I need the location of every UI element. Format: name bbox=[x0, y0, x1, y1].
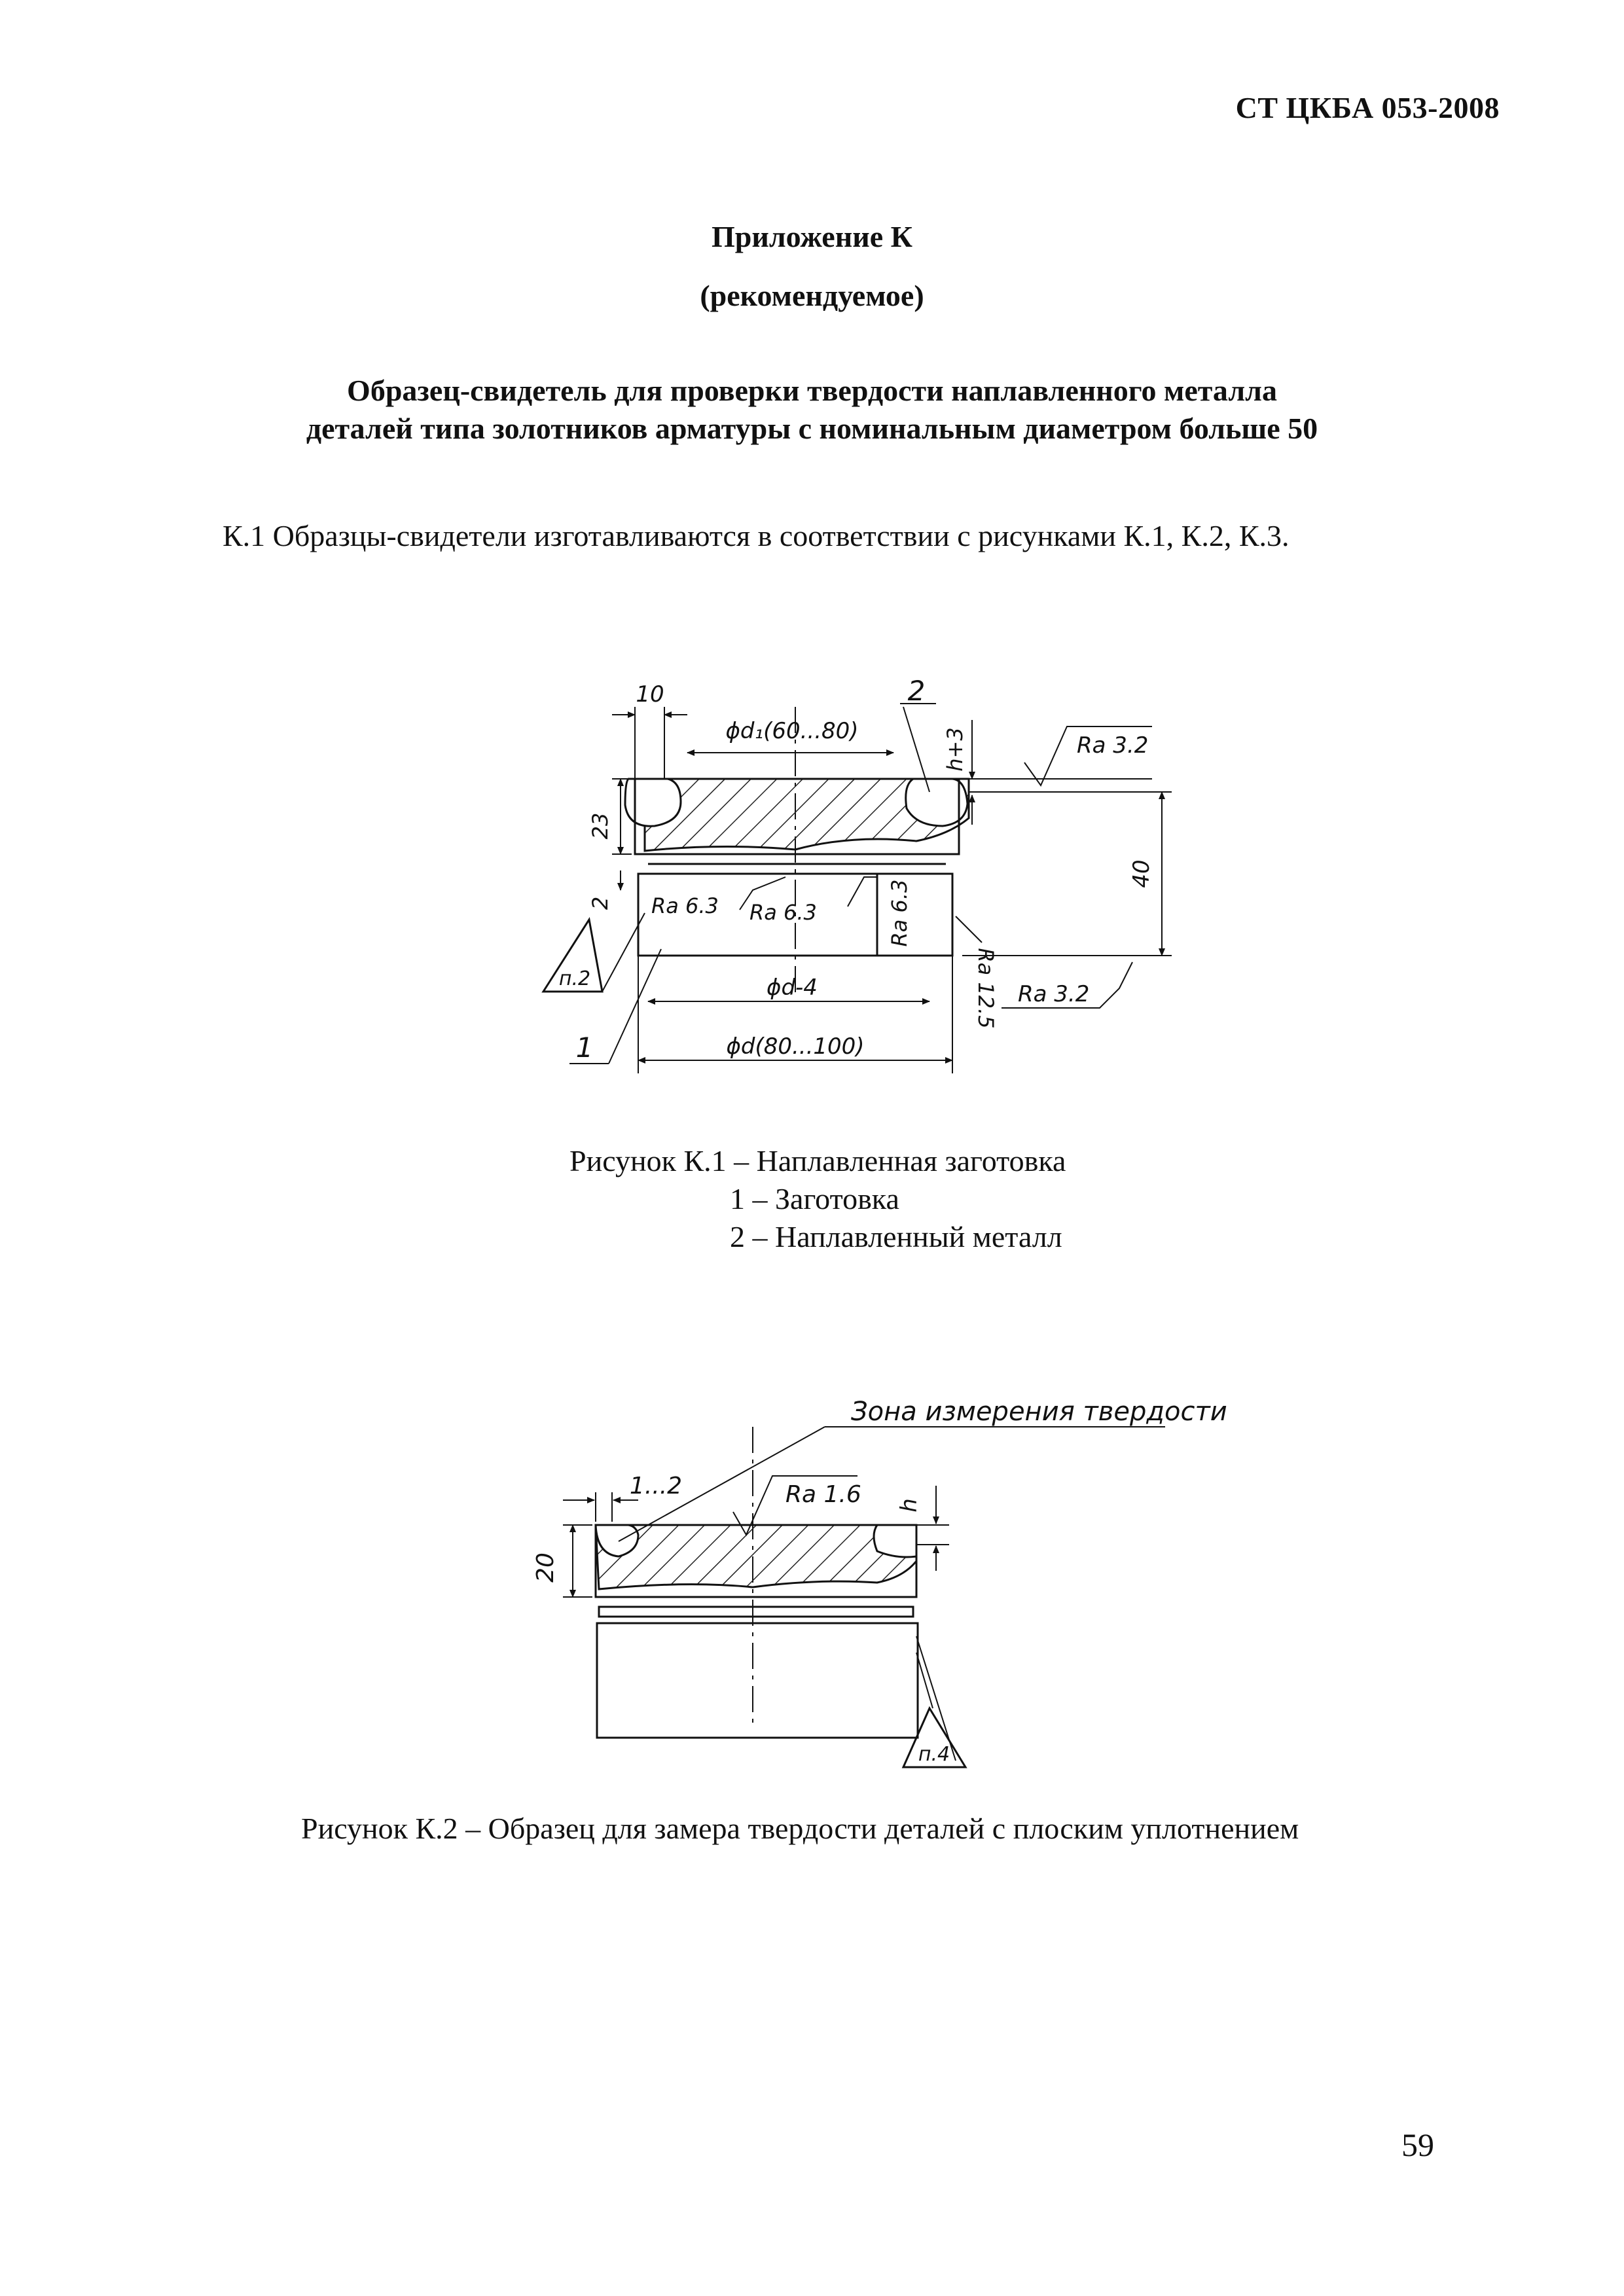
callout-1-label: 1 bbox=[575, 1031, 594, 1064]
figure-k2-caption: Рисунок К.2 – Образец для замера твердости деталей с плоским уплотнением bbox=[301, 1812, 1299, 1845]
ra-63-a-label: Ra 6.3 bbox=[651, 893, 719, 918]
dim-h3-label: h+3 bbox=[943, 727, 967, 772]
dim-10-label: 10 bbox=[636, 681, 664, 708]
ra-63-c-label: Ra 6.3 bbox=[887, 879, 912, 947]
ra-16-label: Ra 1.6 bbox=[785, 1481, 861, 1508]
appendix-subtitle: (рекомендуемое) bbox=[700, 279, 924, 312]
appendix-heading-line-1: Образец-свидетель для проверки твердости наплавленного металла bbox=[347, 374, 1277, 407]
page-number: 59 bbox=[1401, 2126, 1434, 2163]
ra-125-label: Ra 12.5 bbox=[973, 948, 998, 1029]
zone-label: Зона измерения твердости bbox=[851, 1397, 1227, 1427]
dim-20-label: 20 bbox=[532, 1552, 559, 1583]
dim-d1-label: ϕd₁(60...80) bbox=[725, 718, 859, 744]
figure-k1-drawing bbox=[543, 704, 1172, 1073]
figure-k1-legend-2: 2 – Наплавленный металл bbox=[730, 1220, 1062, 1253]
standard-code: СТ ЦКБА 053-2008 bbox=[1235, 91, 1500, 124]
k2-deposited-layer bbox=[596, 1525, 916, 1589]
dim-d4-label: ϕd-4 bbox=[767, 975, 818, 1001]
tri-p4-label: п.4 bbox=[918, 1743, 950, 1766]
dim-h-label: h bbox=[896, 1498, 922, 1513]
tri-p2-label: п.2 bbox=[558, 967, 591, 990]
appendix-heading-line-2: деталей типа золотников арматуры с номинальным диаметром больше 50 bbox=[306, 412, 1318, 445]
appendix-title: Приложение К bbox=[712, 220, 912, 253]
callout-2-label: 2 bbox=[907, 675, 926, 707]
dim-d-label: ϕd(80...100) bbox=[726, 1033, 865, 1060]
ra-32-bottom-label: Ra 3.2 bbox=[1018, 981, 1090, 1007]
dim-40-label: 40 bbox=[1128, 859, 1155, 888]
ra-32-top-label: Ra 3.2 bbox=[1077, 732, 1149, 759]
k2-right-bead bbox=[874, 1525, 916, 1557]
k2-body bbox=[597, 1623, 918, 1738]
figure-k1-caption: Рисунок К.1 – Наплавленная заготовка bbox=[569, 1144, 1066, 1177]
ra-63-b-label: Ra 6.3 bbox=[749, 900, 817, 925]
clause-k1: К.1 Образцы-свидетели изготавливаются в соответствии с рисунками К.1, К.2, К.3. bbox=[223, 519, 1290, 552]
dim-12-label: 1...2 bbox=[629, 1473, 683, 1499]
dim-23-label: 23 bbox=[588, 812, 613, 840]
left-weld-bead bbox=[625, 779, 681, 826]
figure-k1-legend-1: 1 – Заготовка bbox=[730, 1182, 899, 1215]
dim-2-label: 2 bbox=[588, 896, 613, 910]
